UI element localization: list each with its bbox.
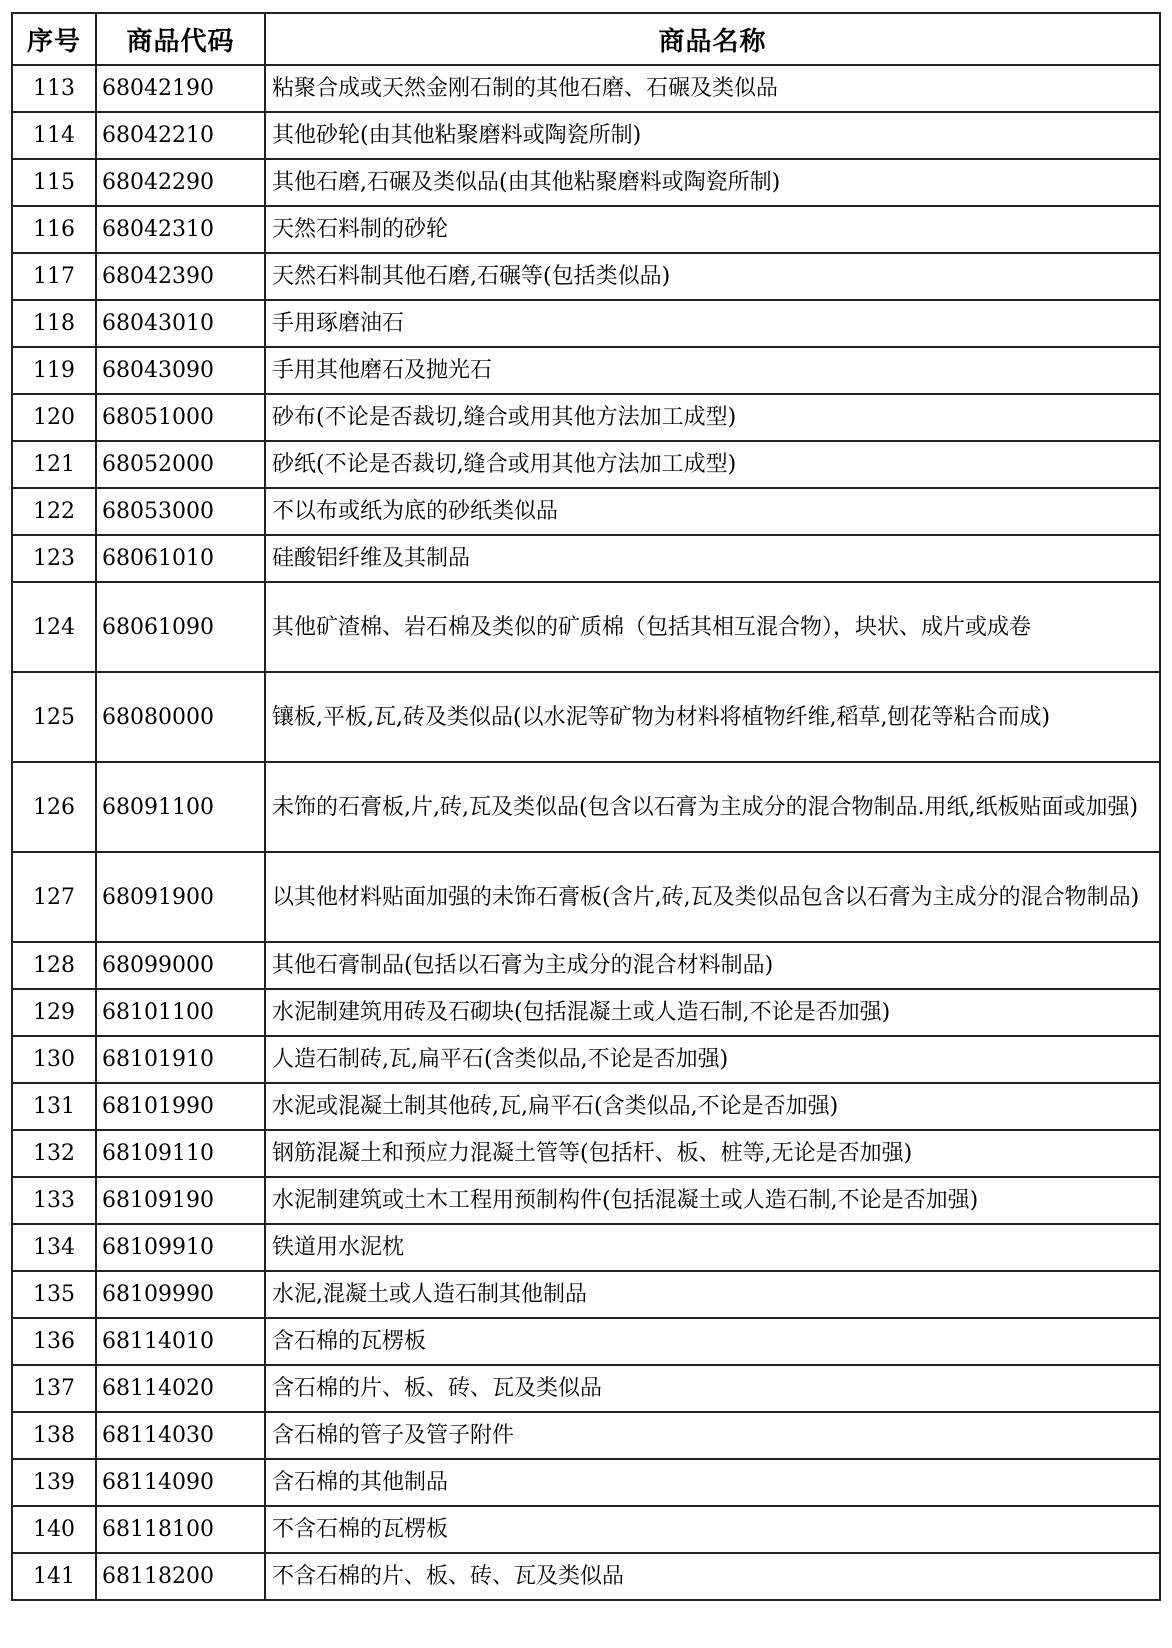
seq-cell: 126: [12, 762, 96, 852]
table-row: [12, 535, 1160, 582]
code-cell: 68114010: [96, 1318, 265, 1365]
seq-cell: 115: [12, 159, 96, 206]
code-cell: 68114090: [96, 1459, 265, 1506]
name-cell: 天然石料制的砂轮: [265, 206, 1160, 253]
name-cell: 人造石制砖,瓦,扁平石(含类似品,不论是否加强): [265, 1036, 1160, 1083]
table-row: [12, 65, 1160, 112]
seq-cell: 128: [12, 942, 96, 989]
seq-cell: 137: [12, 1365, 96, 1412]
seq-cell: 133: [12, 1177, 96, 1224]
seq-cell: 127: [12, 852, 96, 942]
code-cell: 68042290: [96, 159, 265, 206]
code-cell: 68091100: [96, 762, 265, 852]
table-header-row: [12, 13, 1160, 65]
goods-table: [11, 12, 1161, 1601]
seq-cell: 114: [12, 112, 96, 159]
seq-cell: 116: [12, 206, 96, 253]
name-cell: 含石棉的瓦楞板: [265, 1318, 1160, 1365]
seq-cell: 134: [12, 1224, 96, 1271]
name-cell: 未饰的石膏板,片,砖,瓦及类似品(包含以石膏为主成分的混合物制品.用纸,纸板贴面或加强): [265, 762, 1160, 852]
table-row: [12, 206, 1160, 253]
seq-cell: 123: [12, 535, 96, 582]
seq-cell: 138: [12, 1412, 96, 1459]
seq-cell: 140: [12, 1506, 96, 1553]
table-row: [12, 347, 1160, 394]
seq-cell: 129: [12, 989, 96, 1036]
code-cell: 68114030: [96, 1412, 265, 1459]
seq-cell: 141: [12, 1553, 96, 1600]
header-seq: 序号: [12, 13, 96, 65]
name-cell: 硅酸铝纤维及其制品: [265, 535, 1160, 582]
name-cell: 含石棉的管子及管子附件: [265, 1412, 1160, 1459]
name-cell: 砂纸(不论是否裁切,缝合或用其他方法加工成型): [265, 441, 1160, 488]
code-cell: 68118200: [96, 1553, 265, 1600]
table-row: [12, 762, 1160, 852]
code-cell: 68109190: [96, 1177, 265, 1224]
code-cell: 68109110: [96, 1130, 265, 1177]
name-cell: 砂布(不论是否裁切,缝合或用其他方法加工成型): [265, 394, 1160, 441]
seq-cell: 132: [12, 1130, 96, 1177]
table-row: [12, 159, 1160, 206]
code-cell: 68043010: [96, 300, 265, 347]
code-cell: 68053000: [96, 488, 265, 535]
table-row: [12, 942, 1160, 989]
table-row: [12, 300, 1160, 347]
table-row: [12, 1083, 1160, 1130]
name-cell: 铁道用水泥枕: [265, 1224, 1160, 1271]
table-row: [12, 1271, 1160, 1318]
table-row: [12, 852, 1160, 942]
seq-cell: 131: [12, 1083, 96, 1130]
code-cell: 68101100: [96, 989, 265, 1036]
table-row: [12, 394, 1160, 441]
seq-cell: 113: [12, 65, 96, 112]
code-cell: 68061010: [96, 535, 265, 582]
seq-cell: 136: [12, 1318, 96, 1365]
name-cell: 其他砂轮(由其他粘聚磨料或陶瓷所制): [265, 112, 1160, 159]
name-cell: 钢筋混凝土和预应力混凝土管等(包括杆、板、桩等,无论是否加强): [265, 1130, 1160, 1177]
code-cell: 68061090: [96, 582, 265, 672]
name-cell: 其他石磨,石碾及类似品(由其他粘聚磨料或陶瓷所制): [265, 159, 1160, 206]
seq-cell: 119: [12, 347, 96, 394]
seq-cell: 124: [12, 582, 96, 672]
table-row: [12, 1130, 1160, 1177]
code-cell: 68052000: [96, 441, 265, 488]
name-cell: 以其他材料贴面加强的未饰石膏板(含片,砖,瓦及类似品包含以石膏为主成分的混合物制品): [265, 852, 1160, 942]
code-cell: 68080000: [96, 672, 265, 762]
name-cell: 其他石膏制品(包括以石膏为主成分的混合材料制品): [265, 942, 1160, 989]
table-row: [12, 582, 1160, 672]
code-cell: 68101910: [96, 1036, 265, 1083]
table-row: [12, 1459, 1160, 1506]
name-cell: 水泥制建筑或土木工程用预制构件(包括混凝土或人造石制,不论是否加强): [265, 1177, 1160, 1224]
code-cell: 68099000: [96, 942, 265, 989]
code-cell: 68109910: [96, 1224, 265, 1271]
seq-cell: 139: [12, 1459, 96, 1506]
code-cell: 68051000: [96, 394, 265, 441]
name-cell: 不以布或纸为底的砂纸类似品: [265, 488, 1160, 535]
seq-cell: 120: [12, 394, 96, 441]
table-row: [12, 1177, 1160, 1224]
name-cell: 粘聚合成或天然金刚石制的其他石磨、石碾及类似品: [265, 65, 1160, 112]
code-cell: 68042190: [96, 65, 265, 112]
table-row: [12, 488, 1160, 535]
code-cell: 68118100: [96, 1506, 265, 1553]
seq-cell: 118: [12, 300, 96, 347]
code-cell: 68042310: [96, 206, 265, 253]
table-row: [12, 112, 1160, 159]
table-row: [12, 1412, 1160, 1459]
table-row: [12, 1318, 1160, 1365]
name-cell: 镶板,平板,瓦,砖及类似品(以水泥等矿物为材料将植物纤维,稻草,刨花等粘合而成): [265, 672, 1160, 762]
code-cell: 68101990: [96, 1083, 265, 1130]
header-name: 商品名称: [265, 13, 1160, 65]
code-cell: 68109990: [96, 1271, 265, 1318]
name-cell: 其他矿渣棉、岩石棉及类似的矿质棉（包括其相互混合物），块状、成片或成卷: [265, 582, 1160, 672]
seq-cell: 125: [12, 672, 96, 762]
name-cell: 含石棉的其他制品: [265, 1459, 1160, 1506]
seq-cell: 122: [12, 488, 96, 535]
name-cell: 水泥制建筑用砖及石砌块(包括混凝土或人造石制,不论是否加强): [265, 989, 1160, 1036]
name-cell: 不含石棉的片、板、砖、瓦及类似品: [265, 1553, 1160, 1600]
name-cell: 不含石棉的瓦楞板: [265, 1506, 1160, 1553]
table-row: [12, 441, 1160, 488]
table-row: [12, 1506, 1160, 1553]
seq-cell: 135: [12, 1271, 96, 1318]
code-cell: 68091900: [96, 852, 265, 942]
table-row: [12, 672, 1160, 762]
header-code: 商品代码: [96, 13, 265, 65]
table-row: [12, 989, 1160, 1036]
table-row: [12, 253, 1160, 300]
name-cell: 水泥,混凝土或人造石制其他制品: [265, 1271, 1160, 1318]
table-row: [12, 1224, 1160, 1271]
name-cell: 水泥或混凝土制其他砖,瓦,扁平石(含类似品,不论是否加强): [265, 1083, 1160, 1130]
code-cell: 68042390: [96, 253, 265, 300]
seq-cell: 130: [12, 1036, 96, 1083]
seq-cell: 121: [12, 441, 96, 488]
name-cell: 天然石料制其他石磨,石碾等(包括类似品): [265, 253, 1160, 300]
seq-cell: 117: [12, 253, 96, 300]
code-cell: 68114020: [96, 1365, 265, 1412]
code-cell: 68042210: [96, 112, 265, 159]
code-cell: 68043090: [96, 347, 265, 394]
name-cell: 含石棉的片、板、砖、瓦及类似品: [265, 1365, 1160, 1412]
table-row: [12, 1036, 1160, 1083]
name-cell: 手用其他磨石及抛光石: [265, 347, 1160, 394]
table-row: [12, 1365, 1160, 1412]
table-row: [12, 1553, 1160, 1600]
name-cell: 手用琢磨油石: [265, 300, 1160, 347]
